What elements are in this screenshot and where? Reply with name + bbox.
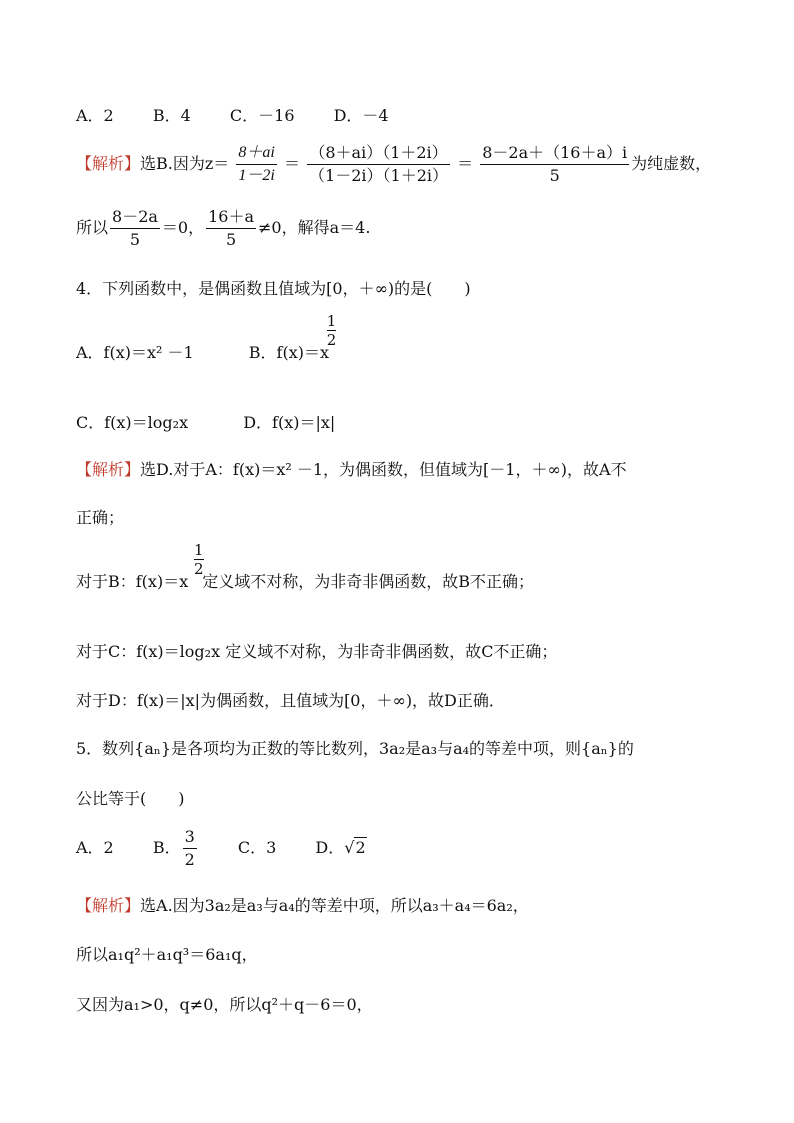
q5-options	[76, 826, 401, 871]
q4-option-b: B．f(x)＝x $\frac{1}{2}$	[248, 312, 337, 362]
q4-options-row2	[76, 410, 369, 433]
q5-option-c: C．3	[237, 838, 277, 857]
q3-analysis-line1	[76, 142, 711, 187]
q3-analysis-line2	[76, 206, 370, 251]
q3-option-b: B．4	[152, 106, 191, 125]
q4-analysis-line-b: 对于B：f(x)＝x $\frac{1}{2}$ 定义域不对称，为非奇非偶函数，故B不正确；	[76, 541, 534, 591]
analysis-text: 对于B：f(x)＝x	[76, 572, 189, 591]
q4-option-a: A．f(x)＝x² －1	[76, 343, 194, 362]
q4-option-c: C．f(x)＝log₂x	[76, 413, 189, 432]
q5-option-b: B． $\frac{3}{2}$	[152, 827, 195, 869]
analysis-text: 为纯虚数，	[631, 154, 712, 173]
q3-option-c: C．－16	[229, 106, 295, 125]
q4-analysis-line2: 正确；	[76, 508, 125, 527]
equals-sign: ＝	[283, 154, 300, 173]
analysis-text: 选D.对于A：f(x)＝x² －1，为偶函数，但值域为[－1，＋∞)，故A不	[140, 460, 627, 479]
analysis-text: 定义域不对称，为非奇非偶函数，故B不正确；	[202, 572, 534, 591]
q5-option-d: D．√2	[315, 838, 366, 857]
fraction: $\frac{16+a}{5}$	[208, 207, 255, 249]
fraction: $\frac{8-2a+(16+a)i}{5}$	[482, 143, 628, 185]
equals-sign: ＝	[457, 154, 474, 173]
q5-analysis-line2: 所以a₁q²＋a₁q³＝6a₁q，	[76, 945, 258, 964]
q5-stem-line1: 5．数列{aₙ}是各项均为正数的等比数列，3a₂是a₃与a₄的等差中项，则{aₙ}的	[76, 739, 634, 758]
q5-stem-line2: 公比等于( )	[76, 789, 185, 808]
q4-option-d: D．f(x)＝|x|	[243, 413, 336, 432]
q5-analysis-line3: 又因为a₁>0，q≠0，所以q²＋q－6＝0，	[76, 995, 373, 1014]
q4-analysis-line1	[76, 457, 627, 480]
q4-analysis-line-d: 对于D：f(x)＝|x|为偶函数，且值域为[0，＋∞)，故D正确．	[76, 691, 505, 710]
analysis-text: ＝0，	[161, 218, 205, 237]
q3-option-d: D．－4	[333, 106, 389, 125]
q4-analysis-line-c: 对于C：f(x)＝log₂x 定义域不对称，为非奇非偶函数，故C不正确；	[76, 642, 558, 661]
analysis-text: 选A.因为3a₂是a₃与a₄的等差中项，所以a₃＋a₄＝6a₂，	[140, 896, 529, 915]
analysis-tag: 【解析】	[76, 154, 141, 173]
analysis-tag: 【解析】	[76, 460, 141, 479]
q5-option-a: A．2	[76, 838, 114, 857]
q5-analysis-line1	[76, 893, 529, 916]
fraction: $\frac{8+ai}{1-2i}$	[238, 144, 275, 184]
analysis-text: ≠0，解得a＝4.	[258, 218, 371, 237]
analysis-text: 选B.因为z＝	[140, 154, 230, 173]
q4-options-row1	[76, 312, 337, 363]
fraction: $\frac{8-2a}{5}$	[112, 207, 158, 249]
q4-stem: 4．下列函数中，是偶函数且值域为[0，＋∞)的是( )	[76, 279, 471, 298]
fraction: $\frac{(8+ai)(1+2i)}{(1-2i)(1+2i)}$	[309, 143, 449, 185]
analysis-text: 所以	[76, 218, 109, 237]
q3-option-a: A．2	[76, 106, 114, 125]
analysis-tag: 【解析】	[76, 896, 141, 915]
q3-options	[76, 103, 423, 126]
